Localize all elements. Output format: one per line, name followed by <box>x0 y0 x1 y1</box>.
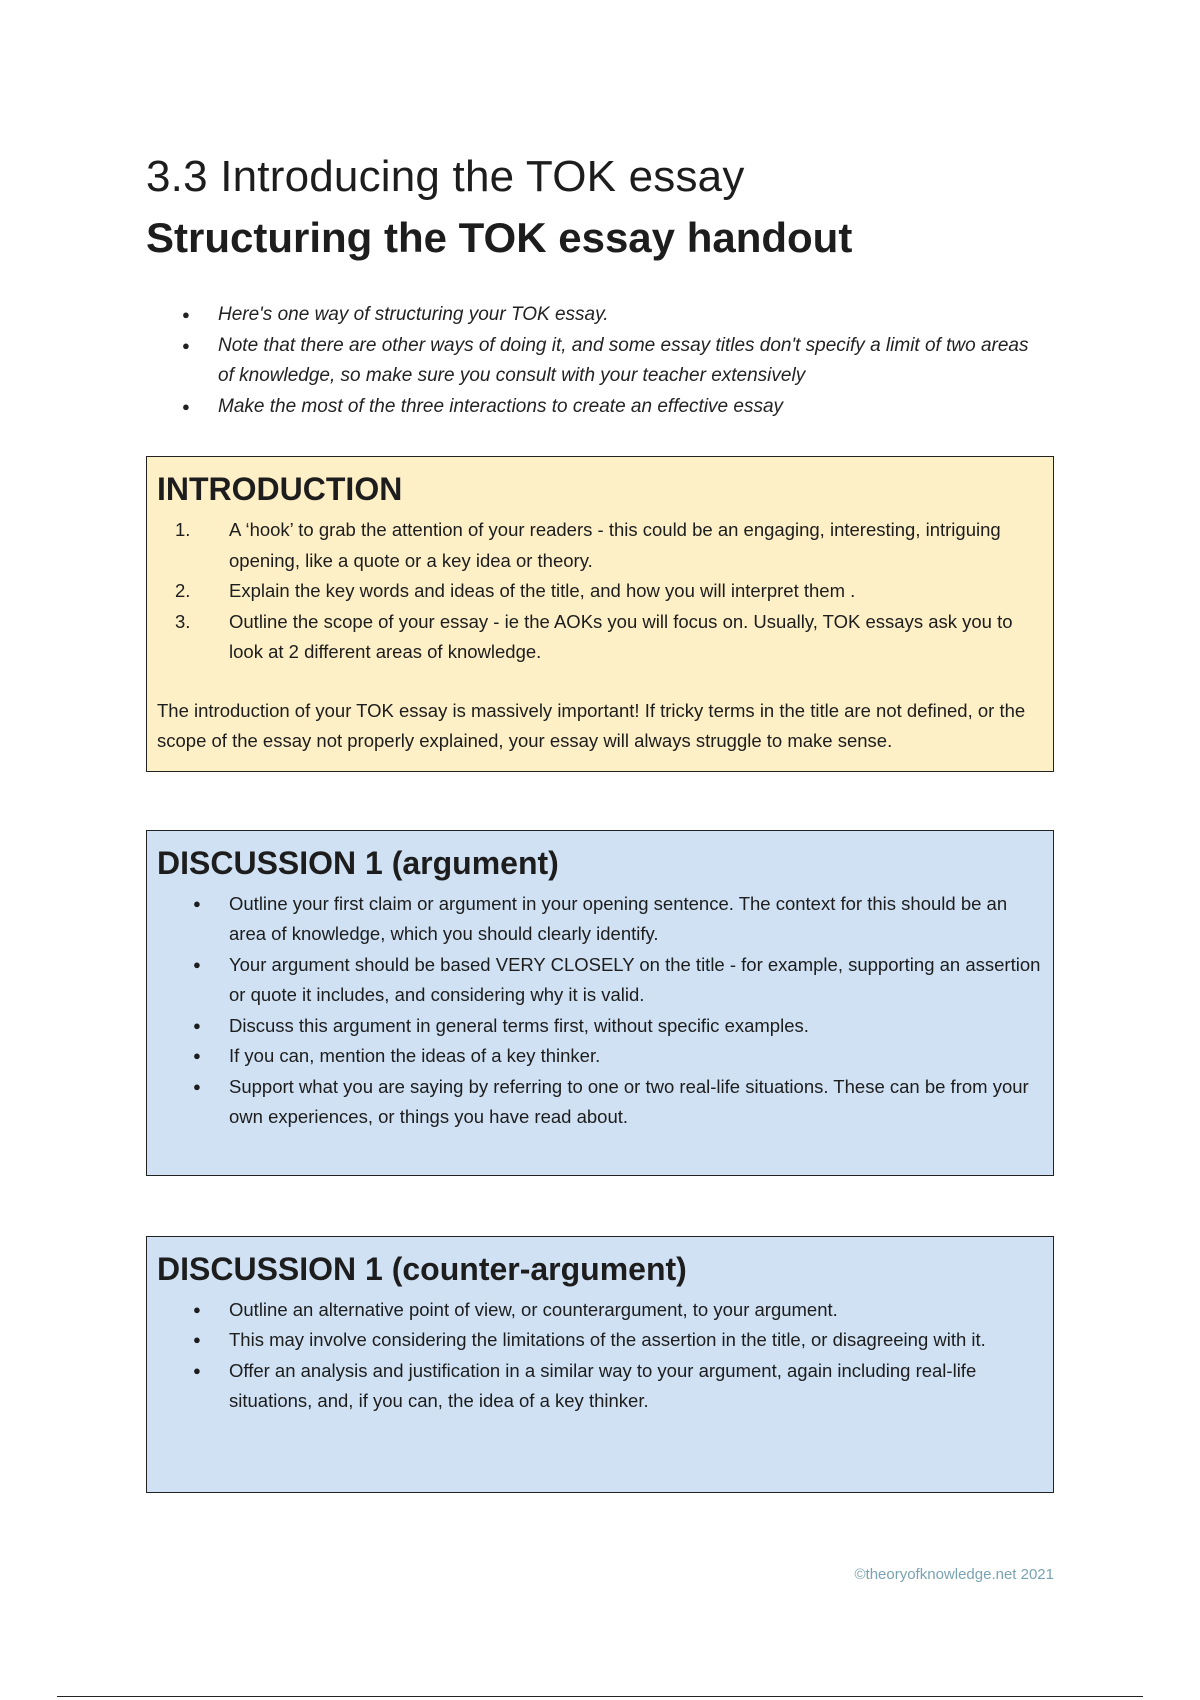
list-item: ● If you can, mention the ideas of a key thinker. <box>157 1041 1043 1072</box>
list-item-text: A ‘hook’ to grab the attention of your readers - this could be an engaging, interesting, intriguing opening, like a quote or a key idea or theory. <box>229 519 1001 571</box>
list-item: ● Outline an alternative point of view, or counterargument, to your argument. <box>157 1295 1043 1326</box>
discussion-counter-list <box>157 1295 1043 1417</box>
list-number: 3. <box>175 610 191 632</box>
intro-bullet-list <box>146 300 1054 422</box>
page-bottom-divider <box>57 1696 1143 1697</box>
list-number: 1. <box>175 519 191 540</box>
document-page <box>146 150 1054 1493</box>
discussion-counter-heading: DISCUSSION 1 (counter-argument) <box>157 1250 687 1287</box>
list-item: ● Your argument should be based VERY CLOSELY on the title - for example, supporting an assertion or quote it includes, and considering why it is valid. <box>157 950 1043 1011</box>
introduction-heading: INTRODUCTION <box>157 471 403 507</box>
list-item <box>157 607 1043 668</box>
copyright-footer: ©theoryofknowledge.net 2021 <box>854 1566 1054 1583</box>
list-item <box>157 515 1043 576</box>
page-subtitle: Structuring the TOK essay handout <box>146 214 853 261</box>
list-item-text: Outline the scope of your essay - ie the AOKs you will focus on. Usually, TOK essays ask you to look at 2 different areas of knowledge. <box>229 610 1013 662</box>
list-item: ● This may involve considering the limitations of the assertion in the title, or disagreeing with it. <box>157 1325 1043 1356</box>
list-item: ● Outline your first claim or argument in your opening sentence. The context for this should be an area of knowledge, which you should clearly identify. <box>157 889 1043 950</box>
list-number: 2. <box>175 580 191 601</box>
discussion-argument-heading: DISCUSSION 1 (argument) <box>157 844 559 881</box>
list-item-text: Explain the key words and ideas of the title, and how you will interpret them . <box>229 580 856 601</box>
discussion-argument-list <box>157 889 1043 1133</box>
discussion-counter-argument-box <box>146 1236 1054 1493</box>
page-title: 3.3 Introducing the TOK essay <box>146 152 745 201</box>
list-item: ● Here's one way of structuring your TOK essay. <box>146 300 1054 331</box>
introduction-box <box>146 456 1054 772</box>
list-item: ● Note that there are other ways of doing it, and some essay titles don't specify a limit of two areas of knowledge, so make sure you consult with your teacher extensively <box>146 331 1054 392</box>
list-item: ● Offer an analysis and justification in a similar way to your argument, again including real-life situations, and, if you can, the idea of a key thinker. <box>157 1356 1043 1417</box>
introduction-numbered-list <box>157 515 1043 668</box>
introduction-note: The introduction of your TOK essay is massively important! If tricky terms in the title are not defined, or the scope of the essay not properly explained, your essay will always struggle to make sense. <box>157 699 1026 751</box>
list-item <box>157 576 1043 607</box>
list-item: ● Discuss this argument in general terms first, without specific examples. <box>157 1011 1043 1042</box>
list-item: ● Make the most of the three interactions to create an effective essay <box>146 392 1054 423</box>
list-item: ● Support what you are saying by referring to one or two real-life situations. These can be from your own experiences, or things you have read about. <box>157 1072 1043 1133</box>
discussion-argument-box <box>146 830 1054 1176</box>
